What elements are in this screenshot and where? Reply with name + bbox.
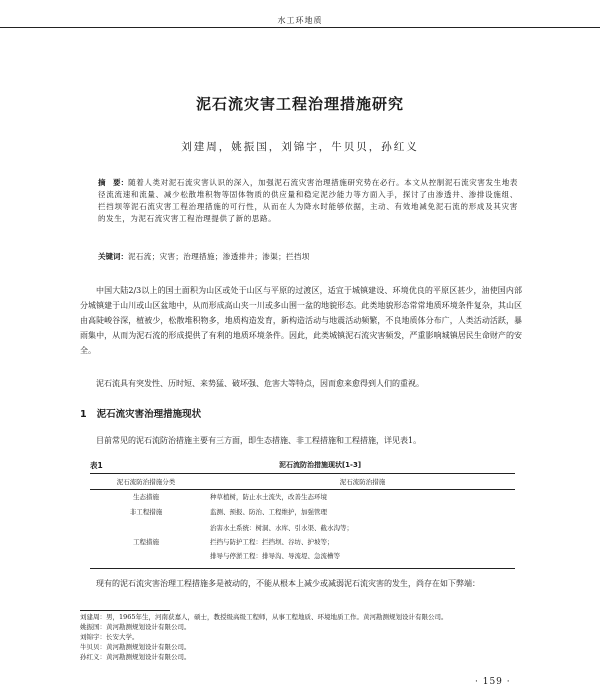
table-label: 表1 [90, 461, 103, 470]
keywords-text: 泥石流；灾害；治理措施；渗透排井；渗渠；拦挡坝 [128, 252, 310, 261]
table-caption: 泥石流防治措施现状[1-3] [278, 461, 362, 469]
page-number: · 159 · [475, 677, 511, 687]
table-row-category: 工程措施 [133, 538, 159, 546]
abstract-text: 随着人类对泥石流灾害认识的深入，加强泥石流灾害治理措施研究势在必行。本文从控制泥石流灾害发生地表径流流速和流量、减少松散堆积物等固体物质的供应量和稳定泥沙能力等方面入手，探讨了由渗透井、渗排设施组、拦挡坝等泥石流灾害工程治理措施的可行性，从而在人为降水时能够依据，主动、有效地减免泥石流的形成及其灾害的发生，为泥石流灾害工程治理提供了新的思路。 [98, 178, 519, 223]
footnote: 姚振国：黄河勘测规划设计有限公司。 [80, 623, 191, 631]
footnotes [80, 612, 520, 662]
section-title: 泥石流灾害治理措施现状 [96, 409, 202, 420]
abstract-label: 摘 要： [98, 178, 129, 187]
intro-paragraph-1: 中国大陆2/3以上的国土面积为山区或处于山区与平原的过渡区，适宜于城镇建设、环境优良的平原区甚少，油使国内部分城镇建于山川或山区盆地中，从而形成高山夹一川或多山围一盆的地貌形态。此类地貌形态常常地质环境条件复杂，其山区由高陡峻谷深，植被少，松散堆积物多，地质构造发育，新构造活动与地震活动频繁，不良地质体分布广，人类活动活跃，暴雨集中，从而为泥石流的形成提供了有利的地质环境条件。因此，此类城镇泥石流灾害频发，严重影响城镇居民生命财产的安全。 [80, 286, 522, 355]
table-top-rule [90, 473, 515, 474]
running-head: 水工环地质 [277, 16, 323, 25]
table-header-category: 泥石流防治措施分类 [116, 478, 176, 486]
header-rule [0, 27, 600, 28]
table-header-rule [90, 489, 515, 490]
intro-paragraph-2: 泥石流具有突发性、历时短、来势猛、破坏强、危害大等特点，因而愈来愈得到人们的重视。 [96, 379, 424, 388]
table-row-category: 非工程措施 [129, 508, 163, 516]
footnote: 牛贝贝：黄河勘测规划设计有限公司。 [80, 643, 191, 651]
table-row-measure: 种草植树，防止水土流失，改善生态环境 [210, 493, 327, 501]
table-header-measures: 泥石流防治措施 [339, 478, 386, 486]
keywords [98, 251, 518, 263]
table-bottom-rule [90, 568, 515, 569]
article-authors: 刘建周，姚振国，刘锦宇，牛贝贝，孙红义 [181, 141, 419, 153]
table-row-measure: 监测、预报、防治、工程维护，加强管理 [210, 508, 327, 516]
footnote: 刘锦宇：长安大学。 [80, 633, 139, 641]
table-row-category: 生态措施 [133, 493, 159, 501]
footnote-rule [80, 610, 170, 611]
closing-paragraph: 现有的泥石流灾害治理工程措施多是被动的，不能从根本上减少或减弱泥石流灾害的发生，尚存在如下弊端： [96, 579, 480, 588]
table-row-measure: 拦挡与防护工程：拦挡坝、谷坊、护坡等； [210, 538, 334, 546]
section-heading [80, 406, 201, 420]
keywords-label: 关键词： [98, 252, 128, 261]
abstract [98, 177, 518, 225]
footnote: 孙红义：黄河勘测规划设计有限公司。 [80, 653, 191, 661]
footnote: 刘建周：男，1965年生，河南获嘉人，硕士，教授级高级工程师，从事工程地质、环境地质工作。黄河勘测规划设计有限公司。 [80, 613, 448, 621]
table-row-measure: 排导与停淤工程：排导沟、导流堤、急流槽等 [210, 552, 340, 560]
article-title: 泥石流灾害工程治理措施研究 [195, 95, 404, 113]
section-number: 1 [80, 409, 87, 420]
table-row-measure: 治害水土系统：树洞、水库、引水渠、截水沟等； [210, 524, 353, 532]
section-1-paragraph: 目前常见的泥石流防治措施主要有三方面，即生态措施、非工程措施和工程措施，详见表1。 [96, 436, 422, 445]
